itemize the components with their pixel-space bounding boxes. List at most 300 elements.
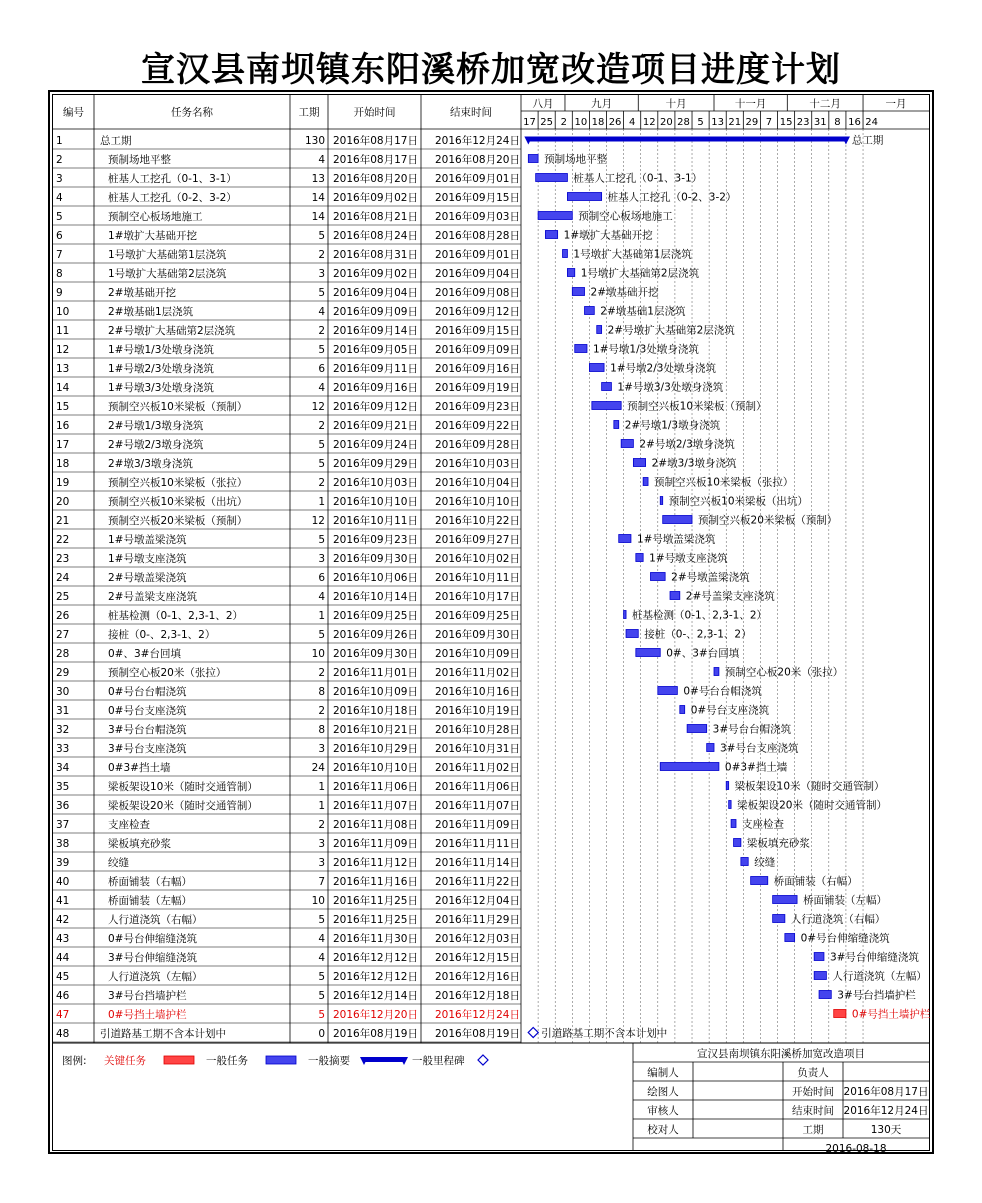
bar-label: 引道路基工期不含本计划中: [541, 1027, 668, 1040]
task-name: 梁板填充砂浆: [108, 838, 171, 850]
task-end-date: 2016年09月28日: [435, 439, 520, 451]
bar-label: 总工期: [851, 134, 884, 147]
task-end-date: 2016年09月27日: [435, 534, 520, 546]
task-bar: [545, 231, 557, 239]
info-start-label: 开始时间: [792, 1086, 834, 1098]
task-name: 总工期: [100, 135, 132, 147]
task-name: 3#号台挡墙护栏: [108, 990, 187, 1002]
task-start-date: 2016年09月09日: [333, 306, 418, 318]
task-id: 48: [56, 1028, 70, 1040]
task-start-date: 2016年11月25日: [333, 895, 418, 907]
timescale-week-label: 10: [574, 117, 588, 128]
info-start-value: 2016年08月17日: [843, 1086, 929, 1098]
timescale-week-label: 8: [834, 117, 841, 128]
task-id: 18: [56, 458, 70, 470]
task-start-date: 2016年08月17日: [333, 135, 418, 147]
task-name: 1#号墩3/3处墩身浇筑: [108, 382, 214, 394]
task-name: 预制空心板20米（张拉）: [108, 667, 227, 679]
task-bar: [814, 953, 824, 961]
task-bar: [643, 478, 648, 486]
task-bar: [726, 782, 728, 790]
task-duration: 3: [318, 857, 325, 869]
timescale-week-label: 31: [813, 117, 827, 128]
task-id: 12: [56, 344, 70, 356]
task-duration: 2: [318, 249, 325, 261]
bar-label: 0#号台支座浇筑: [690, 704, 770, 717]
task-bar: [538, 212, 572, 220]
bar-label: 桥面铺装（左幅）: [803, 894, 888, 907]
bar-label: 人行道浇筑（左幅）: [832, 970, 927, 983]
task-bar: [636, 554, 643, 562]
task-name: 0#号台台帽浇筑: [108, 686, 187, 698]
task-duration: 2: [318, 819, 325, 831]
task-start-date: 2016年10月03日: [333, 477, 418, 489]
bar-label: 桩基人工挖孔（0-2、3-2）: [607, 191, 737, 204]
info-end-value: 2016年12月24日: [843, 1105, 929, 1117]
task-duration: 2: [318, 325, 325, 337]
task-id: 44: [56, 952, 70, 964]
task-name: 1#号墩盖梁浇筑: [108, 534, 187, 546]
task-bar: [602, 383, 612, 391]
task-bar: [636, 649, 660, 657]
task-start-date: 2016年11月09日: [333, 838, 418, 850]
task-start-date: 2016年09月12日: [333, 401, 418, 413]
task-duration: 10: [311, 895, 325, 907]
task-name: 1号墩扩大基础第1层浇筑: [108, 249, 227, 261]
task-name: 3#号台伸缩缝浇筑: [108, 952, 197, 964]
task-bar: [572, 288, 584, 296]
task-name: 1号墩扩大基础第2层浇筑: [108, 268, 227, 280]
task-name: 预制空兴板20米梁板（预制）: [108, 515, 248, 527]
timescale-week-label: 18: [591, 117, 605, 128]
bar-label: 预制空心板20米（张拉）: [724, 666, 844, 679]
bar-label: 桩基检测（0-1、2,3-1、2）: [632, 609, 768, 622]
header-id: 编号: [63, 106, 84, 119]
task-end-date: 2016年10月03日: [435, 458, 520, 470]
timescale-week-label: 16: [848, 117, 861, 128]
task-end-date: 2016年09月22日: [435, 420, 520, 432]
task-start-date: 2016年11月30日: [333, 933, 418, 945]
task-end-date: 2016年12月04日: [435, 895, 520, 907]
task-name: 0#号挡土墙护栏: [108, 1009, 187, 1021]
task-end-date: 2016年12月03日: [435, 933, 520, 945]
task-id: 26: [56, 610, 70, 622]
task-id: 30: [56, 686, 70, 698]
task-name: 绞缝: [108, 857, 129, 869]
timescale-week-label: 12: [642, 117, 656, 128]
task-id: 4: [56, 192, 63, 204]
task-duration: 3: [318, 268, 325, 280]
timescale-month-label: 九月: [591, 98, 613, 110]
task-duration: 3: [318, 553, 325, 565]
timescale-week-label: 20: [659, 117, 673, 128]
task-id: 41: [56, 895, 70, 907]
timescale-month-label: 八月: [532, 98, 554, 110]
task-duration: 12: [311, 515, 325, 527]
task-end-date: 2016年09月12日: [435, 306, 520, 318]
task-bar: [563, 250, 568, 258]
task-id: 24: [56, 572, 70, 584]
timescale-week-label: 26: [608, 117, 622, 128]
task-bar: [680, 706, 685, 714]
task-end-date: 2016年09月19日: [435, 382, 520, 394]
info-owner-label: 负责人: [797, 1067, 829, 1079]
bar-label: 0#号挡土墙护栏: [851, 1008, 931, 1021]
task-start-date: 2016年08月17日: [333, 154, 418, 166]
legend-label: 图例:: [62, 1055, 87, 1067]
summary-bar: [528, 137, 846, 142]
task-end-date: 2016年09月08日: [435, 287, 520, 299]
task-start-date: 2016年09月25日: [333, 610, 418, 622]
task-start-date: 2016年11月07日: [333, 800, 418, 812]
task-start-date: 2016年09月26日: [333, 629, 418, 641]
task-start-date: 2016年10月10日: [333, 762, 418, 774]
task-id: 16: [56, 420, 70, 432]
task-duration: 5: [318, 971, 325, 983]
bar-label: 1#号墩2/3处墩身浇筑: [610, 362, 716, 375]
task-name: 2#墩基础开挖: [108, 287, 176, 299]
task-id: 37: [56, 819, 70, 831]
task-name: 0#号台伸缩缝浇筑: [108, 933, 197, 945]
task-name: 2#号墩1/3墩身浇筑: [108, 420, 204, 432]
legend-critical-label: 关键任务: [104, 1055, 146, 1067]
header-name: 任务名称: [171, 106, 213, 119]
task-bar: [714, 668, 719, 676]
info-box-title: 宣汉县南坝镇东阳溪桥加宽改造项目: [697, 1048, 865, 1060]
bar-label: 1#墩扩大基础开挖: [563, 229, 653, 242]
task-id: 25: [56, 591, 70, 603]
task-end-date: 2016年09月15日: [435, 192, 520, 204]
bar-label: 0#号台台帽浇筑: [683, 685, 762, 698]
task-id: 40: [56, 876, 70, 888]
task-name: 0#3#挡土墙: [108, 762, 171, 774]
task-end-date: 2016年09月04日: [435, 268, 520, 280]
bar-label: 2#号墩扩大基础第2层浇筑: [607, 324, 735, 337]
task-bar: [687, 725, 707, 733]
task-id: 23: [56, 553, 70, 565]
task-end-date: 2016年10月28日: [435, 724, 520, 736]
task-start-date: 2016年09月04日: [333, 287, 418, 299]
task-id: 8: [56, 268, 63, 280]
bar-label: 1号墩扩大基础第2层浇筑: [580, 267, 700, 280]
task-id: 45: [56, 971, 70, 983]
timescale-week-label: 21: [728, 117, 742, 128]
task-start-date: 2016年08月20日: [333, 173, 418, 185]
task-duration: 24: [311, 762, 325, 774]
task-id: 43: [56, 933, 70, 945]
task-duration: 4: [318, 933, 325, 945]
bar-label: 2#号墩2/3墩身浇筑: [639, 438, 735, 451]
task-bar: [592, 402, 621, 410]
task-start-date: 2016年09月21日: [333, 420, 418, 432]
bar-label: 预制空兴板10米梁板（预制）: [627, 400, 767, 413]
bar-label: 3#号台伸缩缝浇筑: [829, 951, 919, 964]
bar-label: 3#号台挡墙护栏: [837, 989, 916, 1002]
task-name: 支座检查: [108, 819, 150, 831]
bar-label: 3#号台台帽浇筑: [712, 723, 792, 736]
task-duration: 1: [318, 800, 325, 812]
task-start-date: 2016年11月06日: [333, 781, 418, 793]
task-bar: [567, 269, 574, 277]
info-duration-label: 工期: [802, 1124, 824, 1136]
task-start-date: 2016年11月16日: [333, 876, 418, 888]
task-duration: 7: [318, 876, 325, 888]
timescale-month-label: 一月: [885, 98, 907, 110]
task-id: 10: [56, 306, 70, 318]
task-end-date: 2016年11月14日: [435, 857, 520, 869]
timescale-week-label: 29: [745, 117, 759, 128]
task-name: 桥面铺装（右幅）: [108, 876, 192, 888]
bar-label: 1#号墩支座浇筑: [649, 552, 728, 565]
task-start-date: 2016年10月21日: [333, 724, 418, 736]
task-start-date: 2016年09月30日: [333, 553, 418, 565]
task-id: 1: [56, 135, 63, 147]
task-end-date: 2016年10月22日: [435, 515, 520, 527]
task-bar: [597, 326, 602, 334]
bar-label: 2#号墩盖梁浇筑: [671, 571, 750, 584]
task-bar: [626, 630, 638, 638]
timescale-week-label: 23: [796, 117, 810, 128]
task-duration: 8: [318, 724, 325, 736]
task-end-date: 2016年09月09日: [435, 344, 520, 356]
task-id: 7: [56, 249, 63, 261]
legend-task-label: 一般任务: [206, 1055, 248, 1067]
bar-label: 1#号墩1/3处墩身浇筑: [592, 343, 699, 356]
task-start-date: 2016年09月16日: [333, 382, 418, 394]
task-bar: [585, 307, 595, 315]
task-name: 预制空兴板10米梁板（预制）: [108, 401, 248, 413]
task-start-date: 2016年08月31日: [333, 249, 418, 261]
task-name: 1#号墩支座浇筑: [108, 553, 187, 565]
bar-label: 桥面铺装（右幅）: [773, 875, 858, 888]
task-bar: [575, 345, 587, 353]
task-end-date: 2016年09月16日: [435, 363, 520, 375]
bar-label: 人行道浇筑（右幅）: [790, 913, 886, 926]
legend-critical-swatch: [164, 1056, 194, 1064]
task-name: 3#号台台帽浇筑: [108, 724, 187, 736]
legend-summary-label: 一般摘要: [308, 1055, 350, 1067]
task-start-date: 2016年09月05日: [333, 344, 418, 356]
task-id: 47: [56, 1009, 70, 1021]
task-bar: [707, 744, 714, 752]
task-id: 21: [56, 515, 70, 527]
info-checker-label: 校对人: [647, 1124, 679, 1136]
task-id: 32: [56, 724, 70, 736]
task-duration: 1: [318, 781, 325, 793]
bar-label: 1号墩扩大基础第1层浇筑: [573, 248, 692, 261]
task-id: 33: [56, 743, 70, 755]
task-duration: 6: [318, 363, 325, 375]
task-start-date: 2016年10月14日: [333, 591, 418, 603]
task-bar: [536, 174, 568, 182]
task-start-date: 2016年10月09日: [333, 686, 418, 698]
task-name: 人行道浇筑（左幅）: [108, 971, 203, 983]
task-start-date: 2016年09月29日: [333, 458, 418, 470]
task-duration: 5: [318, 287, 325, 299]
task-end-date: 2016年10月02日: [435, 553, 520, 565]
task-name: 1#号墩2/3处墩身浇筑: [108, 363, 214, 375]
task-end-date: 2016年12月18日: [435, 990, 520, 1002]
task-name: 预制空兴板10米梁板（张拉）: [108, 477, 248, 489]
task-end-date: 2016年11月02日: [435, 762, 520, 774]
task-bar: [773, 915, 785, 923]
timescale-week-label: 13: [711, 117, 725, 128]
critical-task-bar: [834, 1010, 846, 1018]
task-bar: [819, 991, 831, 999]
task-duration: 5: [318, 439, 325, 451]
task-id: 17: [56, 439, 70, 451]
header-start: 开始时间: [353, 106, 396, 119]
task-id: 46: [56, 990, 70, 1002]
task-bar: [589, 364, 604, 372]
task-id: 39: [56, 857, 70, 869]
timescale-week-label: 15: [779, 117, 793, 128]
bar-label: 2#墩基础开挖: [590, 286, 659, 299]
timescale-week-label: 17: [523, 117, 536, 128]
bar-label: 预制空心板场地施工: [578, 210, 673, 223]
task-start-date: 2016年10月18日: [333, 705, 418, 717]
task-end-date: 2016年12月24日: [435, 1009, 520, 1021]
task-end-date: 2016年11月09日: [435, 819, 520, 831]
task-name: 梁板架设20米（随时交通管制）: [108, 800, 258, 812]
task-name: 引道路基工期不含本计划中: [100, 1028, 226, 1040]
task-id: 3: [56, 173, 63, 185]
task-duration: 14: [311, 192, 325, 204]
header-duration: 工期: [298, 106, 320, 119]
task-id: 31: [56, 705, 70, 717]
task-id: 19: [56, 477, 70, 489]
task-bar: [660, 763, 719, 771]
task-duration: 5: [318, 914, 325, 926]
bar-label: 0#3#挡土墙: [724, 761, 788, 774]
task-start-date: 2016年09月11日: [333, 363, 418, 375]
task-name: 人行道浇筑（右幅）: [108, 914, 203, 926]
task-bar: [729, 801, 731, 809]
bar-label: 1#号墩3/3处墩身浇筑: [617, 381, 724, 394]
timescale-week-label: 5: [697, 117, 704, 128]
legend-summary-swatch: [364, 1057, 404, 1062]
task-id: 42: [56, 914, 70, 926]
bar-label: 1#号墩盖梁浇筑: [636, 533, 716, 546]
timescale-month-label: 十月: [665, 98, 687, 110]
task-duration: 1: [318, 610, 325, 622]
task-end-date: 2016年10月11日: [435, 572, 520, 584]
task-id: 38: [56, 838, 70, 850]
task-id: 29: [56, 667, 70, 679]
task-bar: [650, 573, 665, 581]
milestone-marker: [528, 1028, 538, 1038]
timescale-week-label: 2: [560, 117, 567, 128]
task-duration: 2: [318, 420, 325, 432]
task-name: 0#、3#台回填: [108, 648, 181, 660]
task-id: 6: [56, 230, 63, 242]
task-end-date: 2016年11月06日: [435, 781, 520, 793]
task-duration: 10: [311, 648, 325, 660]
timescale-week-label: 28: [677, 117, 690, 128]
task-start-date: 2016年08月19日: [333, 1028, 418, 1040]
task-name: 梁板架设10米（随时交通管制）: [108, 781, 258, 793]
bar-label: 预制空兴板10米梁板（出坑）: [668, 495, 809, 508]
task-start-date: 2016年10月06日: [333, 572, 418, 584]
task-duration: 8: [318, 686, 325, 698]
bar-label: 梁板填充砂浆: [746, 837, 810, 850]
task-bar: [528, 155, 538, 163]
task-duration: 5: [318, 230, 325, 242]
task-duration: 5: [318, 534, 325, 546]
task-bar: [731, 820, 736, 828]
task-name: 桩基人工挖孔（0-2、3-2）: [108, 192, 237, 204]
task-bar: [814, 972, 826, 980]
bar-label: 梁板架设10米（随时交通管制）: [734, 780, 885, 793]
task-bar: [658, 687, 678, 695]
bar-label: 桩基人工挖孔（0-1、3-1）: [573, 172, 703, 185]
task-start-date: 2016年12月14日: [333, 990, 418, 1002]
task-start-date: 2016年09月02日: [333, 192, 418, 204]
task-duration: 4: [318, 306, 325, 318]
task-start-date: 2016年10月29日: [333, 743, 418, 755]
task-name: 2#号墩盖梁浇筑: [108, 572, 187, 584]
timescale-month-label: 十一月: [734, 98, 767, 110]
task-bar: [621, 440, 633, 448]
task-end-date: 2016年12月24日: [435, 135, 520, 147]
task-end-date: 2016年10月16日: [435, 686, 520, 698]
task-id: 27: [56, 629, 70, 641]
task-end-date: 2016年11月11日: [435, 838, 520, 850]
task-bar: [734, 839, 741, 847]
bar-label: 0#号台伸缩缝浇筑: [800, 932, 890, 945]
task-end-date: 2016年09月23日: [435, 401, 520, 413]
task-duration: 6: [318, 572, 325, 584]
timescale-week-label: 7: [765, 117, 773, 128]
task-bar: [619, 535, 631, 543]
task-bar: [751, 877, 768, 885]
task-end-date: 2016年12月16日: [435, 971, 520, 983]
task-name: 3#号台支座浇筑: [108, 743, 187, 755]
task-name: 2#墩3/3墩身浇筑: [108, 458, 193, 470]
task-id: 35: [56, 781, 70, 793]
bar-label: 接桩（0-、2,3-1、2）: [644, 628, 752, 641]
task-end-date: 2016年08月19日: [435, 1028, 520, 1040]
task-bar: [785, 934, 795, 942]
task-end-date: 2016年11月07日: [435, 800, 520, 812]
task-duration: 4: [318, 952, 325, 964]
task-duration: 12: [311, 401, 325, 413]
task-name: 2#号盖梁支座浇筑: [108, 591, 197, 603]
task-duration: 14: [311, 211, 325, 223]
timescale-month-label: 十二月: [809, 98, 841, 110]
task-duration: 2: [318, 705, 325, 717]
task-start-date: 2016年09月02日: [333, 268, 418, 280]
timescale-week-label: 24: [865, 117, 878, 128]
task-id: 14: [56, 382, 70, 394]
task-start-date: 2016年11月25日: [333, 914, 418, 926]
task-start-date: 2016年09月30日: [333, 648, 418, 660]
bar-label: 2#号墩1/3墩身浇筑: [624, 419, 721, 432]
task-bar: [614, 421, 619, 429]
bar-label: 3#号台支座浇筑: [720, 742, 799, 755]
task-duration: 5: [318, 629, 325, 641]
task-id: 15: [56, 401, 70, 413]
task-start-date: 2016年12月20日: [333, 1009, 418, 1021]
task-id: 36: [56, 800, 70, 812]
task-name: 2#号墩2/3墩身浇筑: [108, 439, 204, 451]
task-id: 28: [56, 648, 70, 660]
task-name: 接桩（0-、2,3-1、2）: [108, 629, 216, 641]
task-bar: [624, 611, 626, 619]
task-id: 11: [56, 325, 70, 337]
task-start-date: 2016年09月23日: [333, 534, 418, 546]
task-duration: 2: [318, 667, 325, 679]
